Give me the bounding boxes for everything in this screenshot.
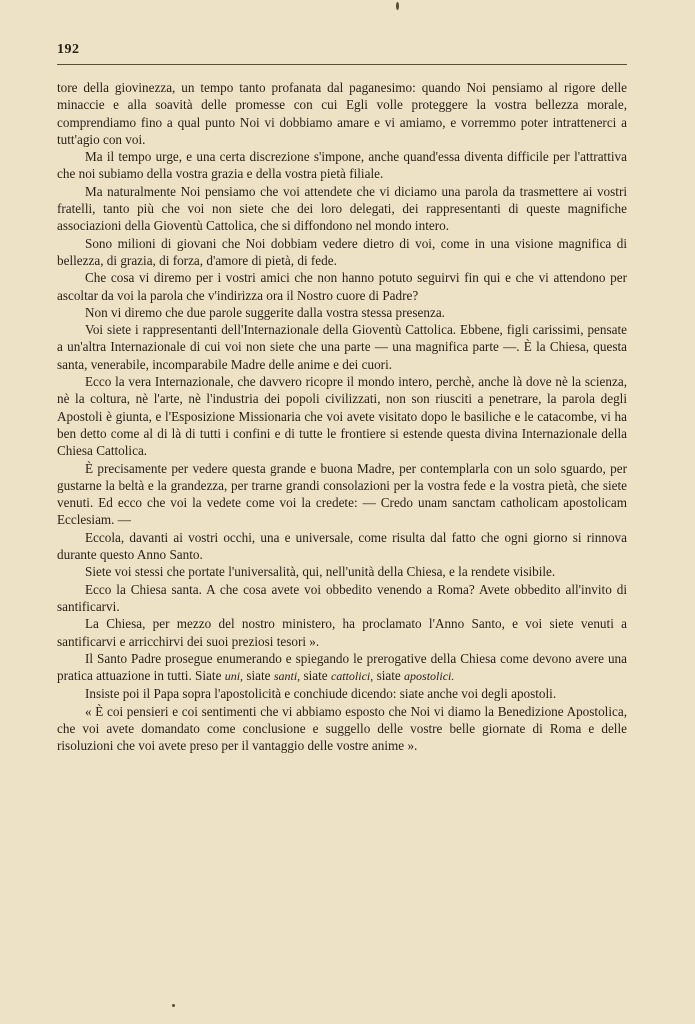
text-run: siate <box>373 668 405 684</box>
italic-word: cattolici, <box>330 669 374 684</box>
paragraph-with-italics <box>57 650 627 686</box>
paragraph: La Chiesa, per mezzo del nostro ministero, ha proclamato l'Anno Santo, e voi siete venuti a santificarvi e arricchirvi dei suoi preziosi tesori ». <box>57 616 627 649</box>
paragraph: Insiste poi il Papa sopra l'apostolicità e conchiude dicendo: siate anche voi degli apostoli. <box>85 686 557 702</box>
paragraph: Ma naturalmente Noi pensiamo che voi attendete che vi diciamo una parola da trasmettere ai vostri fratelli, tanto più che voi non siete che dei loro delegati, dei rappresentanti di queste magnifiche associazioni della Gioventù Cattolica, che si diffondono nel mondo intero. <box>57 183 627 234</box>
paper-speck <box>172 1004 175 1007</box>
text-run: siate <box>300 668 331 684</box>
italic-word: uni, <box>224 669 244 684</box>
header-rule <box>57 64 627 65</box>
paragraph: Non vi diremo che due parole suggerite dalla vostra stessa presenza. <box>85 304 445 320</box>
text-run: Il Santo Padre prosegue enumerando e spiegando le prerogative della Chiesa come devono avere una pratica attuazione in tutti. Siate <box>57 650 627 684</box>
paragraph: Ma il tempo urge, e una certa discrezione s'impone, anche quand'essa diventa difficile per l'attrattiva che noi subiamo della vostra grazia e della vostra pietà filiale. <box>57 149 627 182</box>
paragraph: « È coi pensieri e coi sentimenti che vi abbiamo esposto che Noi vi diamo la Benedizione Apostolica, che voi avete domandato come conclusione e suggello delle vostre belle giornate di Roma e delle risoluzioni che voi avete preso per il vantaggio delle vostre anime ». <box>57 703 627 754</box>
paragraph: Sono milioni di giovani che Noi dobbiam vedere dietro di voi, come in una visione magnifica di bellezza, di grazia, di forza, d'amore di pietà, di fede. <box>57 235 627 268</box>
paragraph: È precisamente per vedere questa grande e buona Madre, per contemplarla con un solo sguardo, per gustarne la beltà e la grandezza, per trarne grandi consolazioni per la vostra fede e la vostra pietà, che siete venuti. Ed ecco che voi la vedete come voi la credete: — Credo unam sanctam catholicam apostolicam Ecclesiam. — <box>57 460 627 528</box>
body-text <box>57 79 627 755</box>
paragraph: tore della giovinezza, un tempo tanto profanata dal paganesimo: quando Noi pensiamo al rigore delle minaccie e alla soavità delle promesse con cui Egli volle proteggere la vostra bellezza morale, comprendiamo fino a qual punto Noi vi dobbiamo amare e vi amiamo, e vorremmo poter intrattenerci a tutt'agio con voi. <box>57 80 627 147</box>
paragraph: Eccola, davanti ai vostri occhi, una e universale, come risulta dal fatto che ogni giorno si rinnova durante questo Anno Santo. <box>57 529 627 563</box>
page-number: 192 <box>57 42 80 57</box>
paragraph: Ecco la Chiesa santa. A che cosa avete voi obbedito venendo a Roma? Avete obbedito all'invito di santificarvi. <box>57 581 627 614</box>
paragraph: Ecco la vera Internazionale, che davvero ricopre il mondo intero, perchè, anche là dove nè la scienza, nè la coltura, nè l'arte, nè l'industria dei popoli civilizzati, non son riusciti a penetrare, la parola degli Apostoli è giunta, e l'Esposizione Missionaria che voi avete visitato dopo le basiliche e le catacombe, vi ha ben detto come al di là di tutti i confini e di tutte le frontiere si estende questa divina Internazionale della Chiesa Cattolica. <box>57 374 627 459</box>
italic-word: apostolici. <box>404 669 455 684</box>
paragraph: Che cosa vi diremo per i vostri amici che non hanno potuto seguirvi fin qui e che vi attendono per ascoltar da voi la parola che v'indirizza ora il Nostro cuore di Padre? <box>57 270 627 303</box>
paragraph: Siete voi stessi che portate l'universalità, qui, nell'unità della Chiesa, e la rendete visibile. <box>85 564 556 580</box>
text-run: siate <box>243 668 274 684</box>
italic-word: santi, <box>273 669 301 684</box>
paper-speck <box>396 2 399 10</box>
paragraph: Voi siete i rappresentanti dell'Internazionale della Gioventù Cattolica. Ebbene, figli carissimi, pensate a un'altra Internazionale di cui voi non siete che una parte — una magnifica parte —. È la Chiesa, questa santa, venerabile, incomparabile Madre delle anime e dei cuori. <box>57 322 627 372</box>
